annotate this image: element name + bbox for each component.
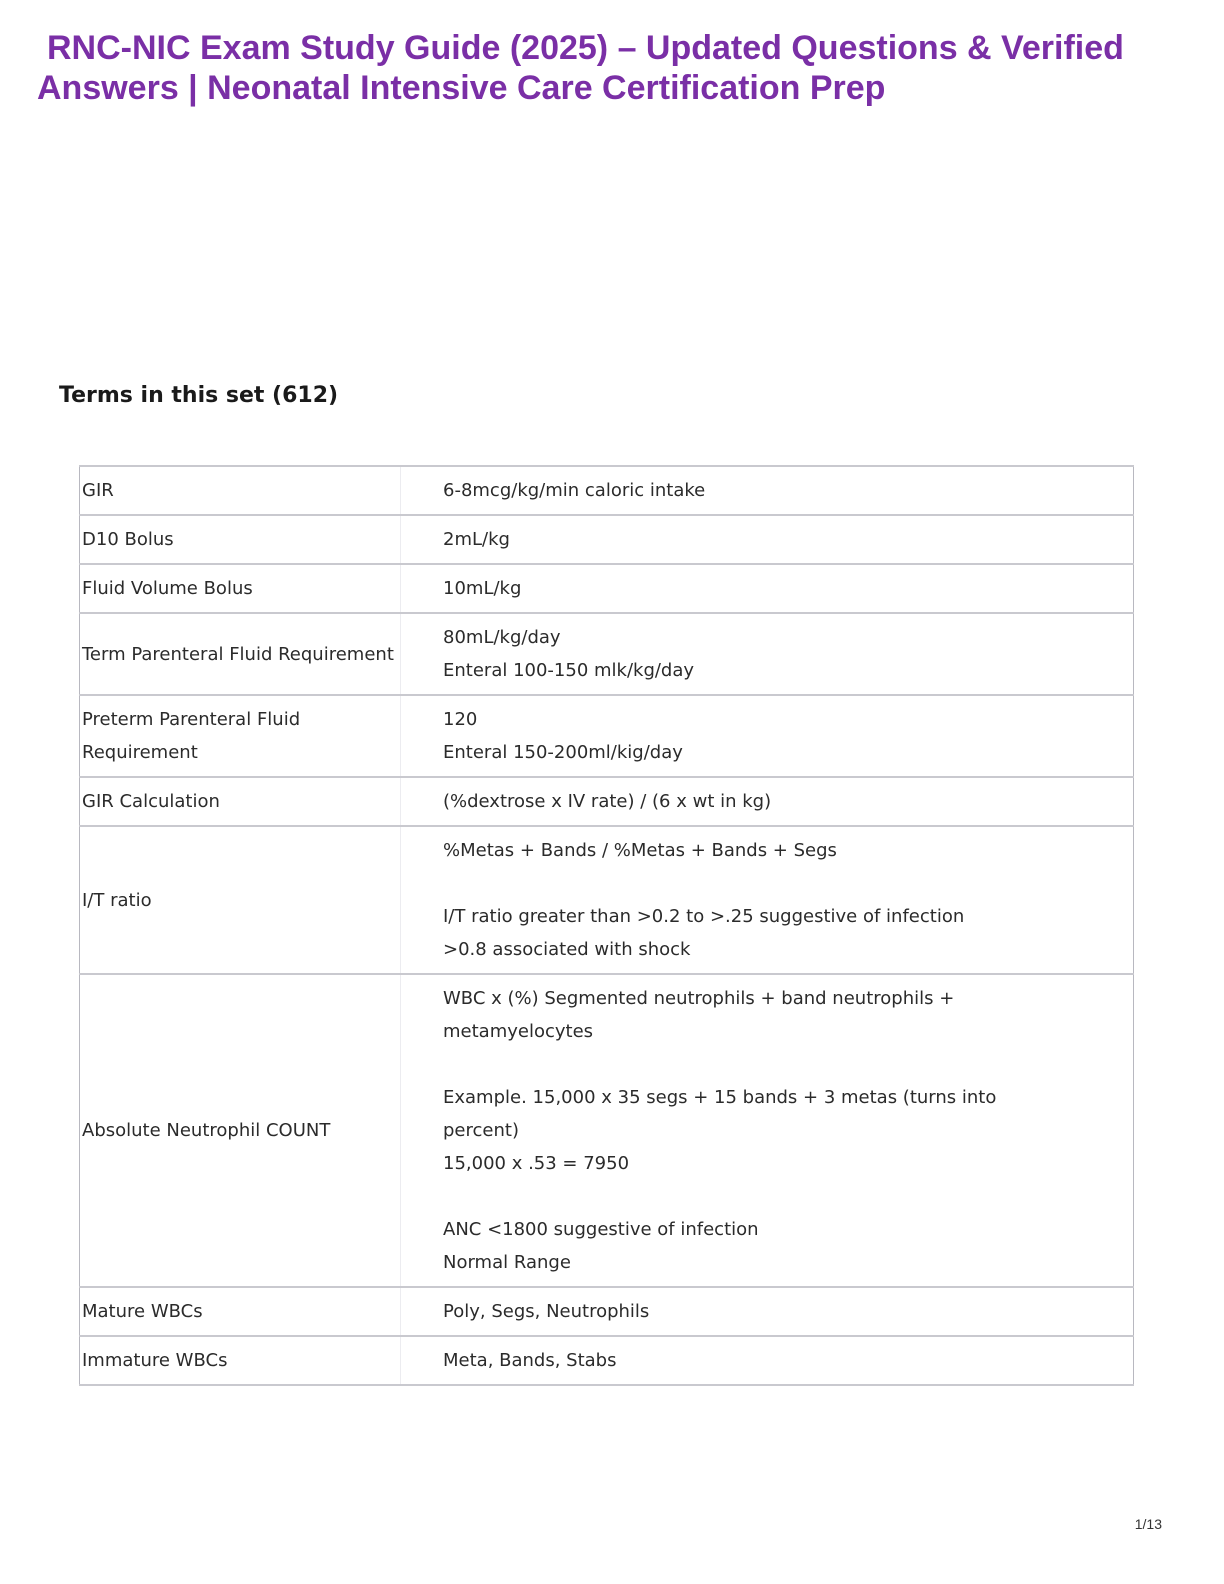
definition-cell: 6-8mcg/kg/min caloric intake	[401, 466, 1134, 515]
term-cell: Fluid Volume Bolus	[80, 564, 401, 613]
terms-set-heading: Terms in this set (612)	[59, 383, 339, 408]
term-row-preterm-parenteral-fluid	[80, 695, 1134, 777]
term-row-d10-bolus	[80, 515, 1134, 564]
definition-cell: WBC x (%) Segmented neutrophils + band neutrophils + metamyelocytes Example. 15,000 x 35 segs + 15 bands + 3 metas (turns into percent) 15,000 x .53 = 7950 ANC <1800 suggestive of infection Normal Range	[401, 974, 1134, 1287]
term-cell: D10 Bolus	[80, 515, 401, 564]
page-number: 1/13	[1134, 1516, 1162, 1532]
term-cell: Term Parenteral Fluid Requirement	[80, 613, 401, 695]
term-row-gir	[80, 466, 1134, 515]
term-cell: Preterm Parenteral Fluid Requirement	[80, 695, 401, 777]
term-cell: Absolute Neutrophil COUNT	[80, 974, 401, 1287]
document-title-line-1: RNC-NIC Exam Study Guide (2025) – Updated Questions & Verified	[47, 29, 1124, 67]
term-row-it-ratio	[80, 826, 1134, 974]
definition-cell: 2mL/kg	[401, 515, 1134, 564]
definition-cell: (%dextrose x IV rate) / (6 x wt in kg)	[401, 777, 1134, 826]
term-cell: Mature WBCs	[80, 1287, 401, 1336]
terms-table	[79, 465, 1134, 1386]
definition-cell: 10mL/kg	[401, 564, 1134, 613]
definition-cell: Meta, Bands, Stabs	[401, 1336, 1134, 1385]
term-row-mature-wbcs	[80, 1287, 1134, 1336]
term-row-immature-wbcs	[80, 1336, 1134, 1385]
document-title	[37, 28, 1197, 108]
term-cell: Immature WBCs	[80, 1336, 401, 1385]
document-title-line-2: Answers | Neonatal Intensive Care Certification Prep	[37, 69, 886, 107]
definition-cell: %Metas + Bands / %Metas + Bands + Segs I/T ratio greater than >0.2 to >.25 suggestive of infection >0.8 associated with shock	[401, 826, 1134, 974]
definition-cell: Poly, Segs, Neutrophils	[401, 1287, 1134, 1336]
term-row-gir-calculation	[80, 777, 1134, 826]
term-cell: GIR Calculation	[80, 777, 401, 826]
term-cell: GIR	[80, 466, 401, 515]
term-row-term-parenteral-fluid	[80, 613, 1134, 695]
term-row-fluid-volume-bolus	[80, 564, 1134, 613]
term-cell: I/T ratio	[80, 826, 401, 974]
term-row-absolute-neutrophil-count	[80, 974, 1134, 1287]
definition-cell: 120 Enteral 150-200ml/kig/day	[401, 695, 1134, 777]
definition-cell: 80mL/kg/day Enteral 100-150 mlk/kg/day	[401, 613, 1134, 695]
